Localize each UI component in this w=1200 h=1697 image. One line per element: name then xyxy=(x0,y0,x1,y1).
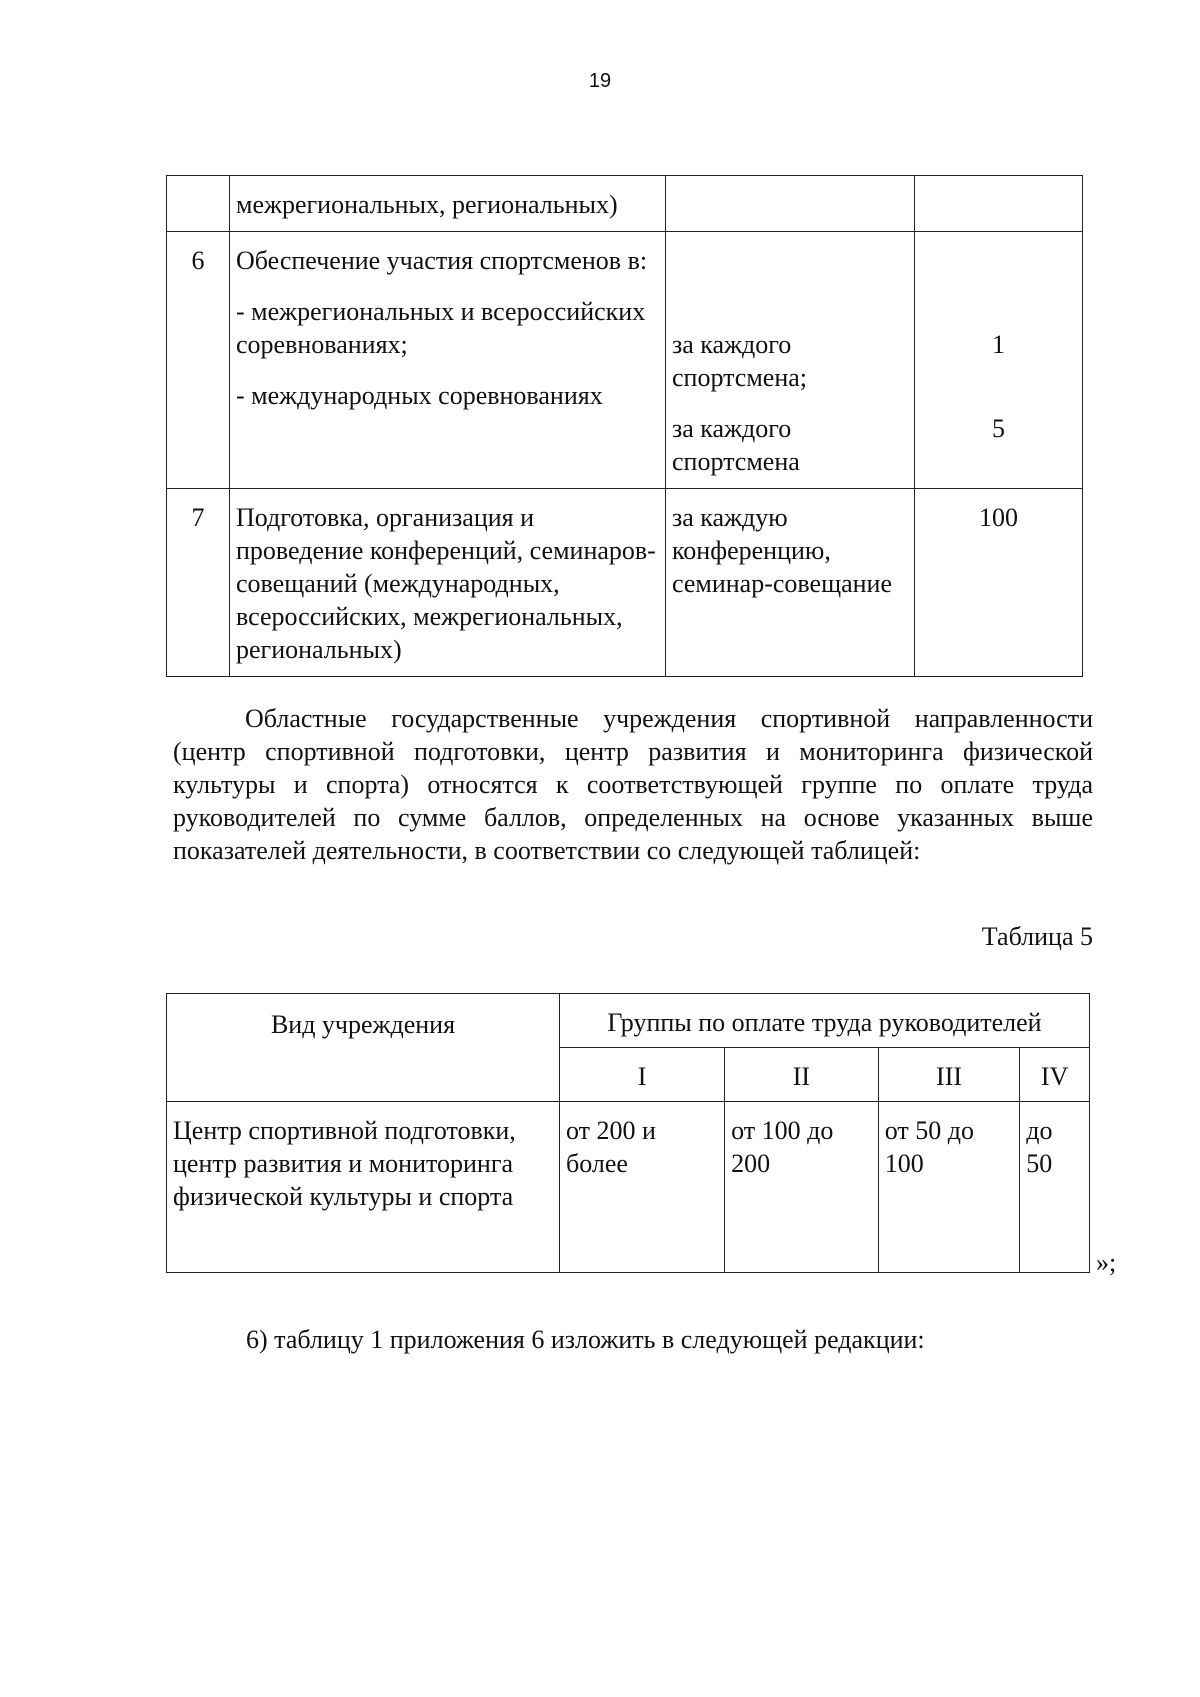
group-header: I xyxy=(560,1048,725,1102)
subitem-points: 5 xyxy=(992,414,1005,443)
body-paragraph: Областные государственные учреждения спортивной направленности (центр спортивной подготовки, центр развития и мониторинга физической культуры и спорта) относятся к соответствующей группе по оплате труда руководителей по сумме баллов, определенных на основе указанных выше показателей деятельности, в соответствии со следующей таблицей: xyxy=(173,704,1093,865)
header-groups: Группы по оплате труда руководителей xyxy=(560,994,1090,1048)
points-cell xyxy=(915,232,1083,489)
institution-type: Центр спортивной подготовки, центр развития и мониторинга физической культуры и спорта xyxy=(167,1102,560,1273)
group-value: от 100 до 200 xyxy=(725,1102,879,1273)
group-value: до 50 xyxy=(1020,1102,1090,1273)
closing-quote: »; xyxy=(1096,1248,1117,1277)
amendment-item: 6) таблицу 1 приложения 6 изложить в следующей редакции: xyxy=(246,1325,925,1354)
points-cell xyxy=(915,176,1083,232)
subitem-unit: за каждого спортсмена; xyxy=(672,330,808,392)
row-number: 6 xyxy=(167,232,230,489)
table-label: Таблица 5 xyxy=(981,922,1093,951)
subitem-unit: за каждого спортсмена xyxy=(672,414,800,476)
group-header: IV xyxy=(1020,1048,1090,1102)
table-row xyxy=(167,1102,1090,1273)
subitem-name: - международных соревнованиях xyxy=(236,381,603,410)
table-row xyxy=(167,176,1083,232)
group-header: II xyxy=(725,1048,879,1102)
points-cell: 100 xyxy=(915,489,1083,677)
group-header: III xyxy=(878,1048,1020,1102)
indicator-name: межрегиональных, региональных) xyxy=(230,176,666,232)
subitem-points: 1 xyxy=(992,330,1005,359)
row-number xyxy=(167,176,230,232)
page-number: 19 xyxy=(588,70,612,92)
group-value: от 200 и более xyxy=(560,1102,725,1273)
salary-groups-table xyxy=(166,993,1090,1273)
table-row xyxy=(167,489,1083,677)
table-row xyxy=(167,232,1083,489)
unit-cell xyxy=(666,176,915,232)
header-institution-type: Вид учреждения xyxy=(167,994,560,1102)
unit-cell xyxy=(666,232,915,489)
table-header-row xyxy=(167,994,1090,1048)
indicator-name: Подготовка, организация и проведение конференций, семинаров-совещаний (международных, всероссийских, межрегиональных, региональных) xyxy=(230,489,666,677)
subitem-name: - межрегиональных и всероссийских соревнованиях; xyxy=(236,297,646,359)
group-value: от 50 до 100 xyxy=(878,1102,1020,1273)
indicator-name: Обеспечение участия спортсменов в: xyxy=(236,246,648,275)
row-number: 7 xyxy=(167,489,230,677)
indicator-name-cell xyxy=(230,232,666,489)
indicators-table-continuation xyxy=(166,175,1083,677)
unit-cell: за каждую конференцию, семинар-совещание xyxy=(666,489,915,677)
